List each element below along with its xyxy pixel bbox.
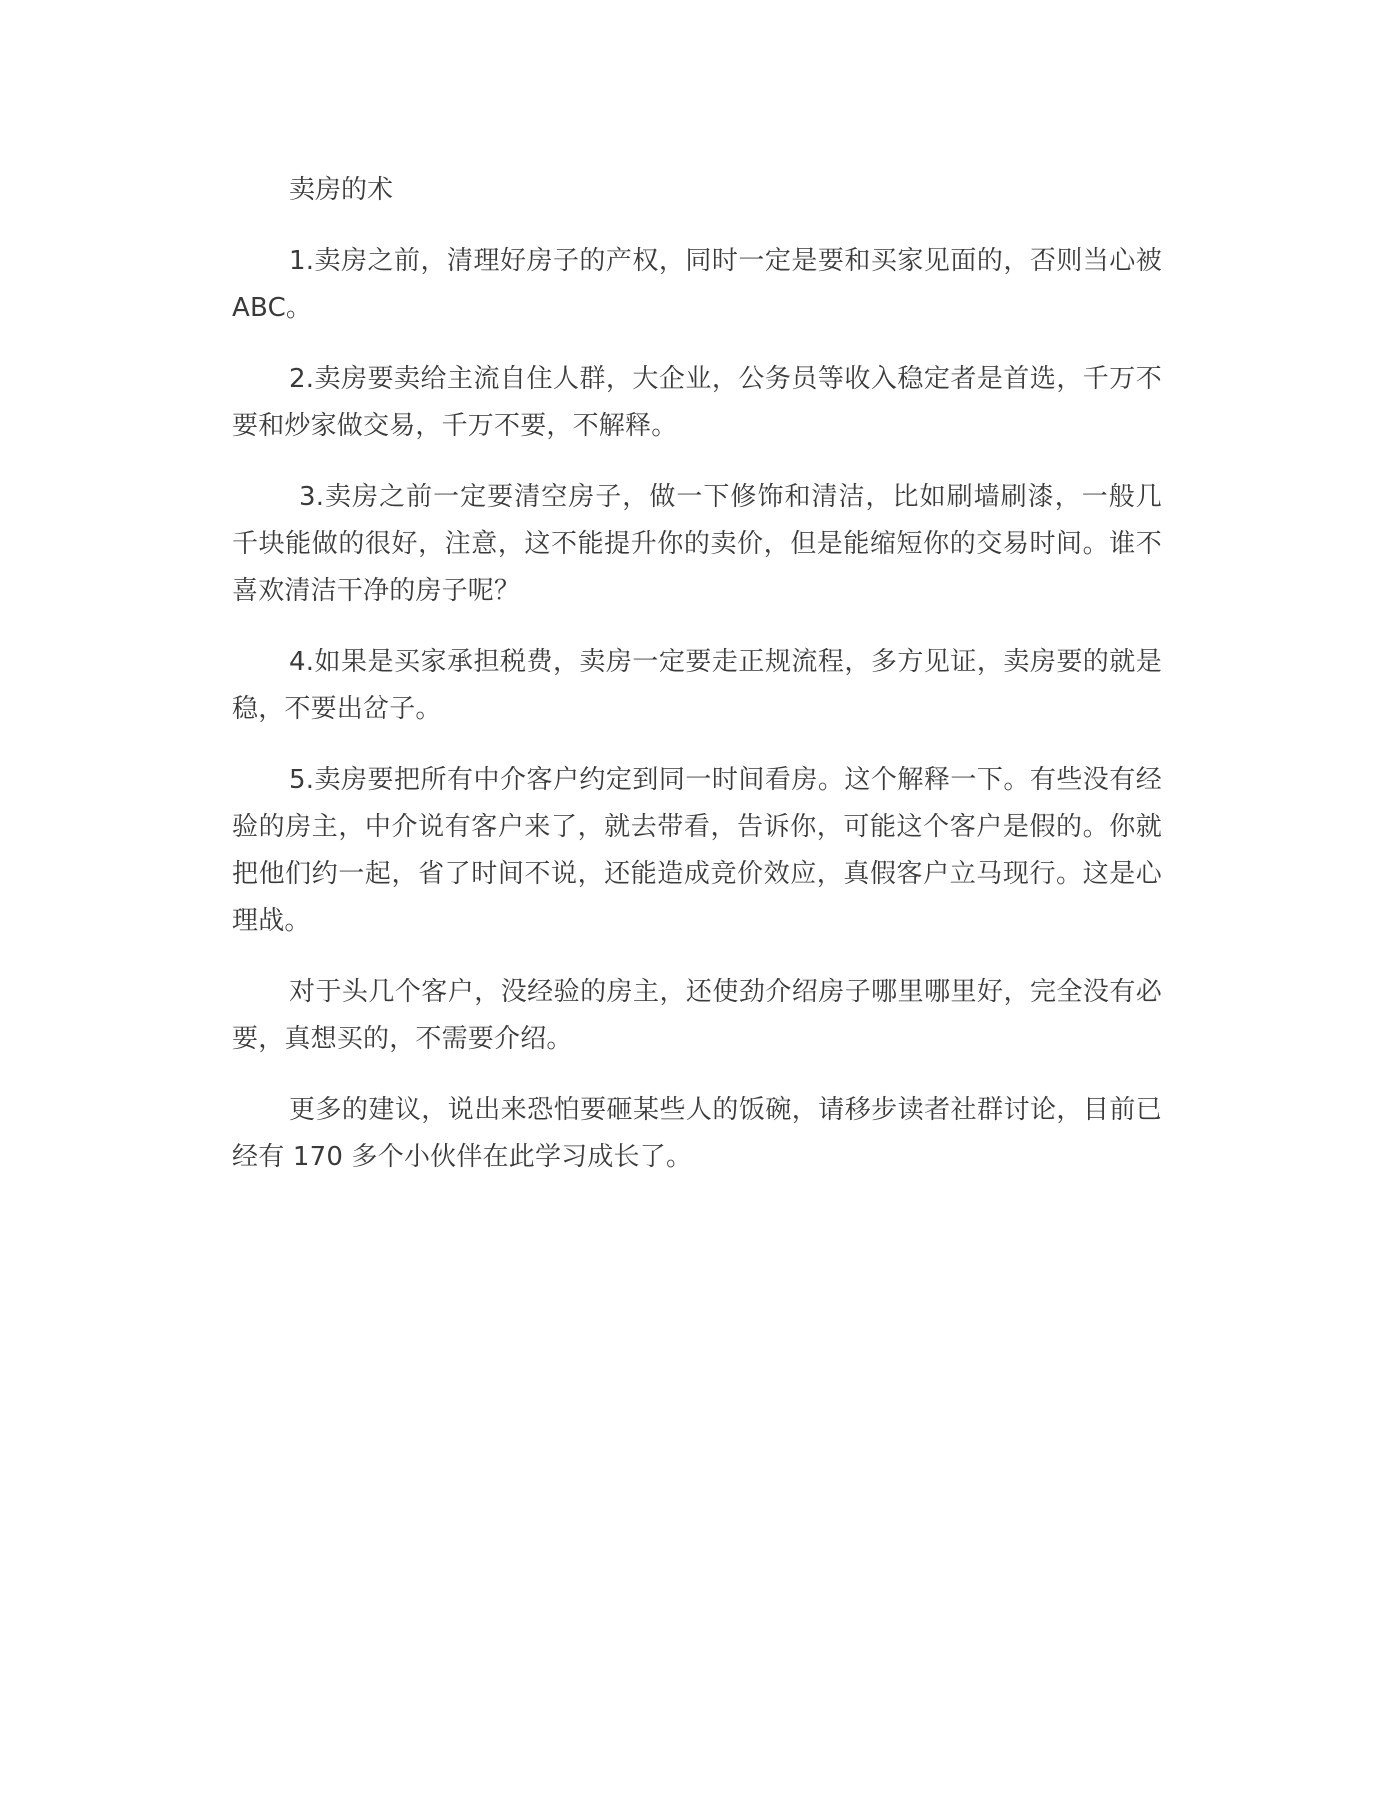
paragraph-6: 对于头几个客户，没经验的房主，还使劲介绍房子哪里哪里好，完全没有必要，真想买的，不需要介绍。	[232, 977, 1162, 1054]
paragraph-5: 5.卖房要把所有中介客户约定到同一时间看房。这个解释一下。有些没有经验的房主，中介说有客户来了，就去带看，告诉你，可能这个客户是假的。你就把他们约一起，省了时间不说，还能造成竞价效应，真假客户立马现行。这是心理战。	[232, 765, 1162, 936]
paragraph-7: 更多的建议，说出来恐怕要砸某些人的饭碗，请移步读者社群讨论，目前已经有 170 多个小伙伴在此学习成长了。	[232, 1095, 1162, 1172]
paragraph-2: 2.卖房要卖给主流自住人群，大企业，公务员等收入稳定者是首选，千万不要和炒家做交易，千万不要，不解释。	[232, 364, 1162, 441]
paragraph-1: 1.卖房之前，清理好房子的产权，同时一定是要和买家见面的，否则当心被 ABC。	[232, 246, 1162, 323]
paragraph-3: 3.卖房之前一定要清空房子，做一下修饰和清洁，比如刷墙刷漆，一般几千块能做的很好，注意，这不能提升你的卖价，但是能缩短你的交易时间。谁不喜欢清洁干净的房子呢？	[232, 482, 1162, 606]
document-page	[232, 170, 1162, 1205]
paragraph-4: 4.如果是买家承担税费，卖房一定要走正规流程，多方见证，卖房要的就是稳，不要出岔子。	[232, 647, 1162, 724]
document-title: 卖房的术	[289, 175, 394, 205]
